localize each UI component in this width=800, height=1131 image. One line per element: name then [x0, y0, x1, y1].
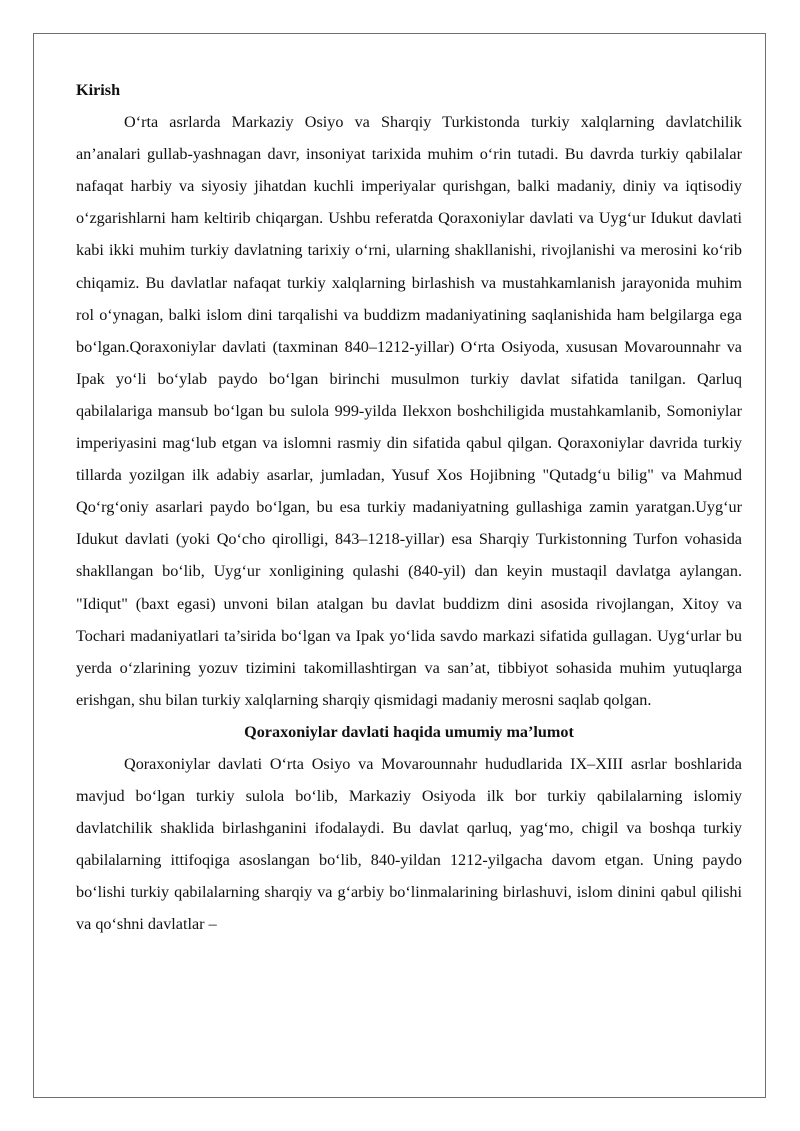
section-title: Qoraxoniylar davlati haqida umumiy ma’lumot [244, 722, 574, 741]
document-body [76, 74, 742, 941]
section-paragraph: Qoraxoniylar davlati O‘rta Osiyo va Movarounnahr hududlarida IX–XIII asrlar boshlarida mavjud bo‘lgan turkiy sulola bo‘lib, Markaziy Osiyoda ilk bor turkiy qabilalarning islomiy davlatchilik shaklida birlashganini ifodalaydi. Bu davlat qarluq, yag‘mo, chigil va boshqa turkiy qabilalarning ittifoqiga asoslangan bo‘lib, 840-yildan 1212-yilgacha davom etgan. Uning paydo bo‘lishi turkiy qabilalarning sharqiy va g‘arbiy bo‘linmalarining birlashuvi, islom dinini qabul qilishi va qo‘shni davlatlar – [76, 754, 742, 934]
intro-heading: Kirish [76, 81, 121, 99]
intro-paragraph: O‘rta asrlarda Markaziy Osiyo va Sharqiy Turkistonda turkiy xalqlarning davlatchilik an’analari gullab-yashnagan davr, insoniyat tarixida muhim o‘rin tutadi. Bu davrda turkiy qabilalar nafaqat harbiy va siyosiy jihatdan kuchli imperiyalar qurishgan, balki madaniy, diniy va iqtisodiy o‘zgarishlarni ham keltirib chiqargan. Ushbu referatda Qoraxoniylar davlati va Uyg‘ur Idukut davlati kabi ikki muhim turkiy davlatning tarixiy o‘rni, ularning shakllanishi, rivojlanishi va merosini ko‘rib chiqamiz. Bu davlatlar nafaqat turkiy xalqlarning birlashish va mustahkamlanish jarayonida muhim rol o‘ynagan, balki islom dini tarqalishi va buddizm madaniyatining saqlanishida ham belgilarga ega bo‘lgan.Qoraxoniylar davlati (taxminan 840–1212-yillar) O‘rta Osiyoda, xususan Movarounnahr va Ipak yo‘li bo‘ylab paydo bo‘lgan birinchi musulmon turkiy davlat sifatida tanilgan. Qarluq qabilalariga mansub bo‘lgan bu sulola 999-yilda Ilekxon boshchiligida mustahkamlanib, Somoniylar imperiyasini mag‘lub etgan va islomni rasmiy din sifatida qabul qilgan. Qoraxoniylar davrida turkiy tillarda yozilgan ilk adabiy asarlar, jumladan, Yusuf Xos Hojibning "Qutadg‘u bilig" va Mahmud Qo‘rg‘oniy asarlari paydo bo‘lgan, bu esa turkiy madaniyatning gullashiga zamin yaratgan.Uyg‘ur Idukut davlati (yoki Qo‘cho qirolligi, 843–1218-yillar) esa Sharqiy Turkistonning Turfon vohasida shakllangan bo‘lib, Uyg‘ur xonligining qulashi (840-yil) dan keyin mustaqil davlatga aylangan. "Idiqut" (baxt egasi) unvoni bilan atalgan bu davlat buddizm dini asosida rivojlangan, Xitoy va Tochari madaniyatlari ta’sirida bo‘lgan va Ipak yo‘lida savdo markazi sifatida gullagan. Uyg‘urlar bu yerda o‘zlarining yozuv tizimini takomillashtirgan va san’at, tibbiyot sohasida muhim yutuqlarga erishgan, shu bilan turkiy xalqlarning sharqiy qismidagi madaniy merosni saqlab qolgan. [76, 113, 742, 709]
